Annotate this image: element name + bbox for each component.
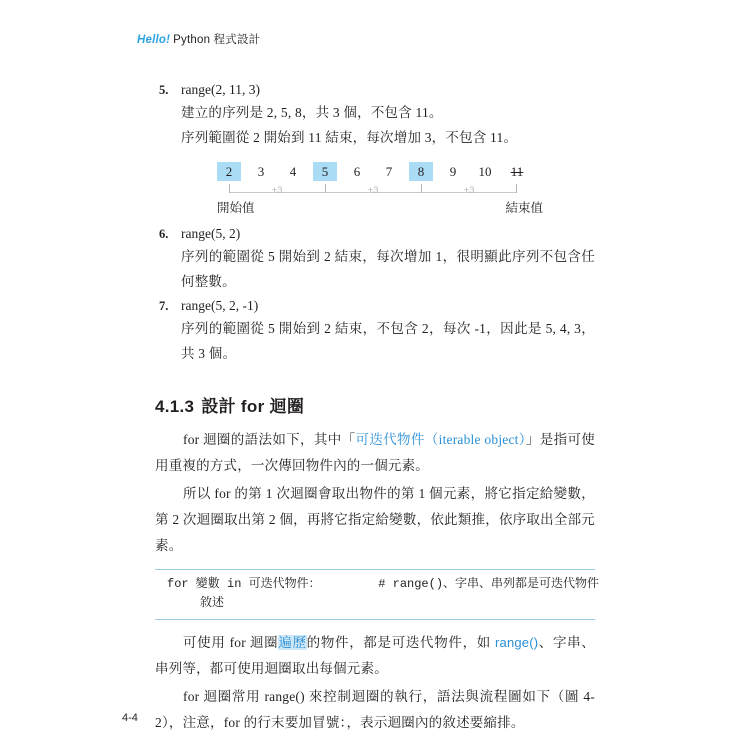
list-item-heading [155, 296, 595, 316]
list-item-heading [155, 80, 595, 100]
list-item-code: range(5, 2) [181, 226, 241, 241]
list-item-code: range(2, 11, 3) [181, 82, 260, 97]
step-label-2: +3 [367, 185, 379, 196]
page-number: 4-4 [122, 712, 138, 724]
number-line-tick-3: 3 [257, 164, 265, 179]
number-line-tick-11: 11 [510, 164, 524, 179]
paragraph-syntax-intro [155, 427, 595, 479]
list-item-number: 6. [159, 227, 169, 241]
iterable-object-term: 可迭代物件（iterable object） [355, 432, 526, 447]
running-header [137, 31, 260, 47]
number-line-tick-7: 7 [385, 164, 393, 179]
paragraph-text: for 迴圈的語法如下，其中「 [183, 432, 356, 447]
code-line-statement: 敘述 [200, 596, 225, 610]
number-line-tick-8: 8 [409, 162, 433, 181]
paragraph-text: 」是指可使用重複的方式，一次傳回物件內的一個元素。 [155, 432, 595, 473]
page-content [155, 80, 600, 738]
paragraph-iterables-list [155, 630, 595, 682]
list-item-text: 建立的序列是 2, 5, 8，共 3 個，不包含 11。 [181, 105, 443, 120]
list-item-text: 序列範圍從 2 開始到 11 結束，每次增加 3，不包含 11。 [181, 130, 518, 145]
traverse-term: 遍歷 [278, 635, 307, 650]
number-line-tick-9: 9 [449, 164, 457, 179]
paragraph-text: 、字串、串列等，都可使用迴圈取出每個元素。 [155, 635, 595, 676]
paragraph-text: 的物件，都是可迭代物件，如 [306, 635, 495, 650]
number-line-tick-2: 2 [217, 162, 241, 181]
axis-cap-end [516, 184, 517, 193]
start-value-label: 開始值 [217, 201, 255, 215]
step-label-3: +3 [463, 185, 475, 196]
list-item-body [181, 244, 595, 294]
axis-cap-start [229, 184, 230, 193]
list-item-body [181, 316, 595, 366]
list-item-body [181, 100, 595, 150]
axis-tick-8 [421, 184, 422, 193]
list-item [155, 224, 595, 294]
end-value-label: 結束值 [505, 201, 543, 215]
list-item-code: range(5, 2, -1) [181, 298, 259, 313]
number-line-tick-5: 5 [313, 162, 337, 181]
list-item [155, 80, 595, 150]
list-item-number: 5. [159, 83, 169, 97]
list-item-number: 7. [159, 299, 169, 313]
header-title: Python 程式設計 [173, 34, 261, 46]
section-heading [155, 392, 595, 417]
step-label-1: +3 [271, 185, 283, 196]
list-item-text: 序列的範圍從 5 開始到 2 結束，每次增加 1，很明顯此序列不包含任何整數。 [181, 249, 595, 289]
number-line-tick-6: 6 [353, 164, 361, 179]
list-item-heading [155, 224, 595, 244]
paragraph-range-control: for 迴圈常用 range() 來控制迴圈的執行，語法與流程圖如下（圖 4-2），注意，for 的行末要加冒號：，表示迴圈內的敘述要縮排。 [155, 689, 595, 730]
list-item-text: 序列的範圍從 5 開始到 2 結束，不包含 2，每次 -1，因此是 5, 4, 3，共 3 個。 [181, 321, 595, 361]
number-line-figure [217, 162, 543, 216]
brand-hello: Hello! [137, 34, 171, 46]
range-function-term: range() [494, 635, 539, 650]
number-line-tick-10: 10 [478, 164, 492, 179]
code-block [155, 569, 600, 620]
list-item [155, 296, 595, 366]
paragraph-iteration-explain: 所以 for 的第 1 次迴圈會取出物件的第 1 個元素，將它指定給變數，第 2 次迴圈取出第 2 個，再將它指定給變數，依此類推，依序取出全部元素。 [155, 486, 595, 553]
number-line-tick-4: 4 [289, 164, 297, 179]
section-title: 設計 for 迴圈 [201, 397, 305, 416]
section-number: 4.1.3 [155, 397, 195, 416]
axis-tick-5 [325, 184, 326, 193]
paragraph-text: 可使用 for 迴圈 [183, 635, 279, 650]
code-line-for: for 變數 in 可迭代物件： # range()、字串、串列都是可迭代物件 [167, 577, 600, 591]
number-line-values [217, 162, 537, 184]
